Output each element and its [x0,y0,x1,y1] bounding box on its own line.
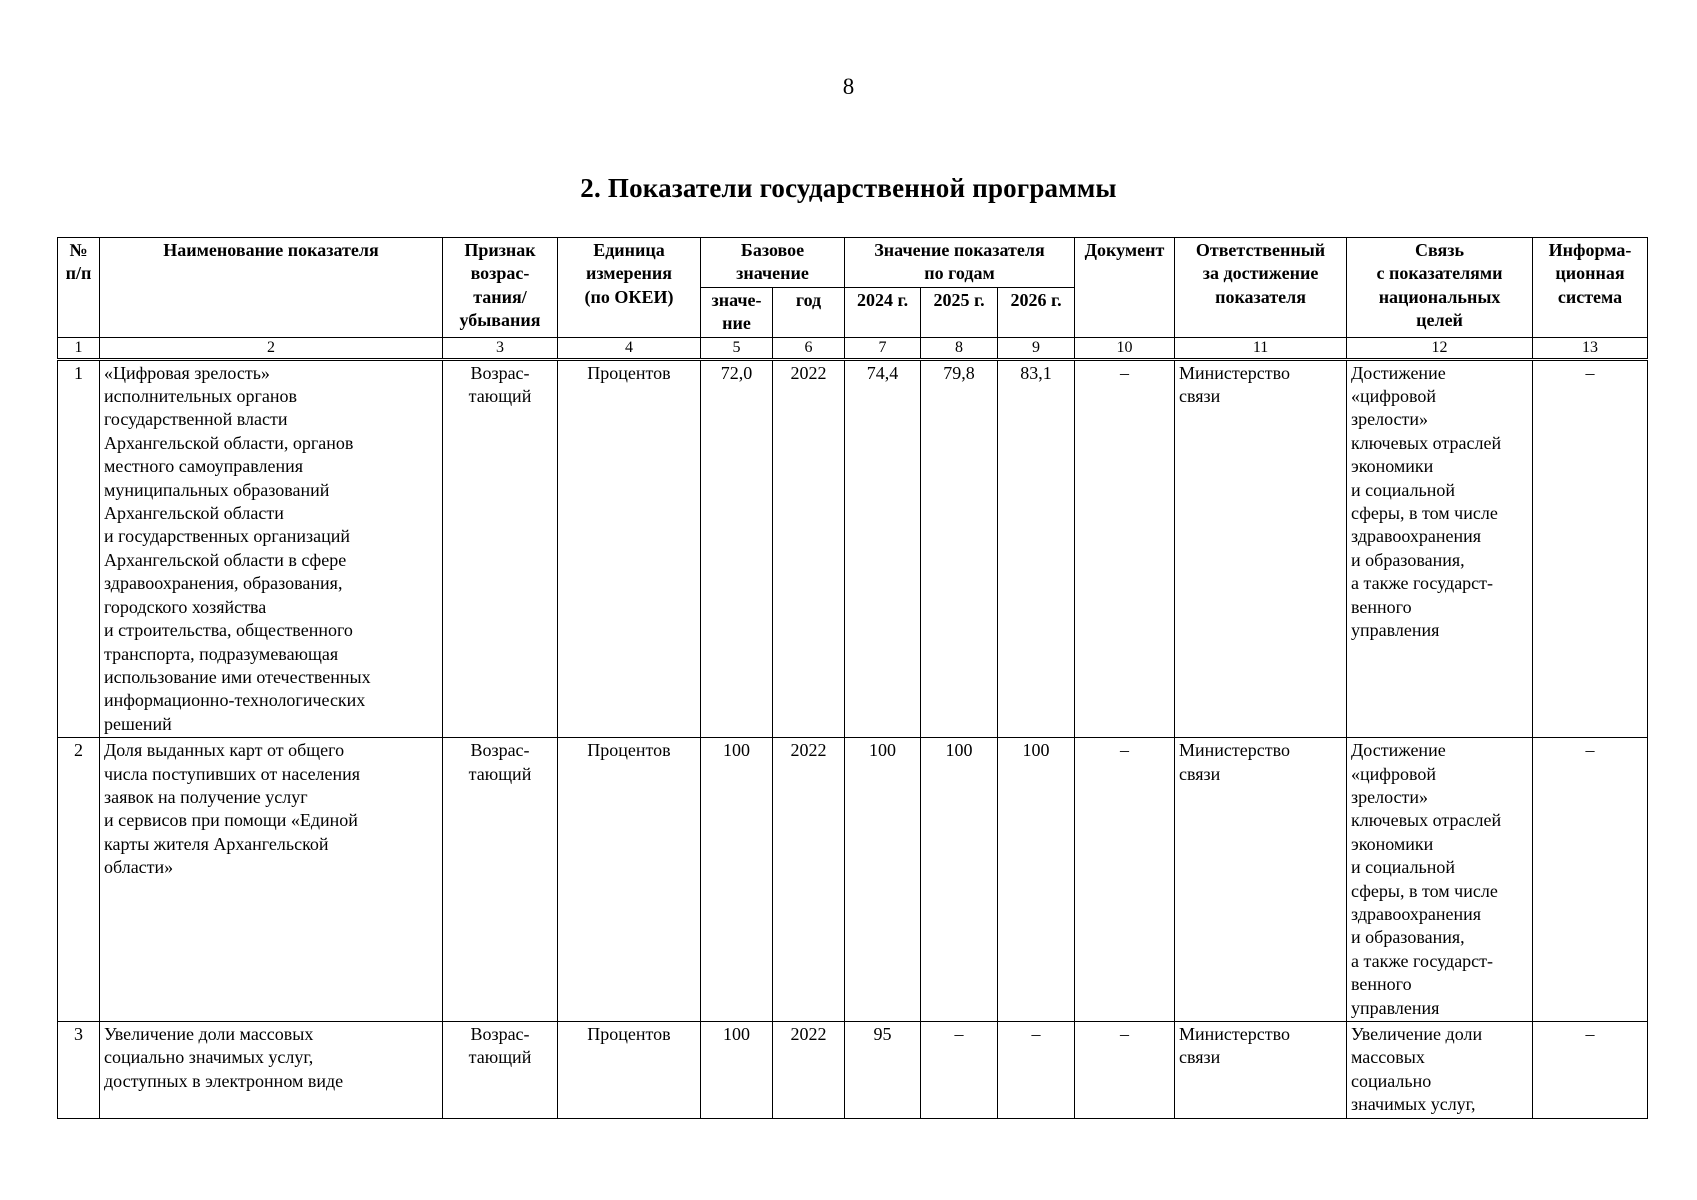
base-value: 72,0 [701,359,773,738]
value-2026: 83,1 [998,359,1075,738]
base-year: 2022 [773,738,845,1022]
unit: Процентов [558,1022,701,1119]
document: – [1075,359,1175,738]
document: – [1075,1022,1175,1119]
header-document: Документ [1075,238,1175,338]
column-number: 7 [845,337,921,359]
growth-sign: Возрас- тающий [443,359,558,738]
base-year: 2022 [773,359,845,738]
growth-sign: Возрас- тающий [443,738,558,1022]
column-number: 5 [701,337,773,359]
value-2025: 100 [921,738,998,1022]
header-base-year: год [773,287,845,337]
value-2024: 74,4 [845,359,921,738]
header-base: Базовое значение [701,238,845,288]
base-value: 100 [701,1022,773,1119]
row-number: 1 [58,359,100,738]
header-2025: 2025 г. [921,287,998,337]
column-number: 11 [1175,337,1347,359]
column-number: 1 [58,337,100,359]
base-value: 100 [701,738,773,1022]
value-2025: – [921,1022,998,1119]
growth-sign: Возрас- тающий [443,1022,558,1119]
header-unit: Единица измерения (по ОКЕИ) [558,238,701,338]
column-number: 6 [773,337,845,359]
value-2025: 79,8 [921,359,998,738]
national-goal-link: Достижение «цифровой зрелости» ключевых отраслей экономики и социальной сферы, в том числе здравоохранения и образования, а также государст- венного управления [1347,738,1533,1022]
responsible: Министерство связи [1175,1022,1347,1119]
indicator-name: Доля выданных карт от общего числа поступивших от населения заявок на получение услуг и сервисов при помощи «Единой карты жителя Архангельской области» [100,738,443,1022]
value-2026: 100 [998,738,1075,1022]
section-title: 2. Показатели государственной программы [580,173,1117,203]
column-number: 4 [558,337,701,359]
document: – [1075,738,1175,1022]
national-goal-link: Достижение «цифровой зрелости» ключевых отраслей экономики и социальной сферы, в том числе здравоохранения и образования, а также государст- венного управления [1347,359,1533,738]
page-number: 8 [842,74,855,99]
responsible: Министерство связи [1175,359,1347,738]
column-number: 9 [998,337,1075,359]
column-number: 13 [1533,337,1648,359]
table-row [58,1022,1648,1119]
header-2026: 2026 г. [998,287,1075,337]
value-2024: 100 [845,738,921,1022]
column-number: 3 [443,337,558,359]
column-number: 2 [100,337,443,359]
value-2026: – [998,1022,1075,1119]
base-year: 2022 [773,1022,845,1119]
header-values-by-year: Значение показателя по годам [845,238,1075,288]
unit: Процентов [558,359,701,738]
row-number: 2 [58,738,100,1022]
national-goal-link: Увеличение доли массовых социально значимых услуг, [1347,1022,1533,1119]
header-info-system: Информа- ционная система [1533,238,1648,338]
indicators-table [57,237,1648,1119]
header-name: Наименование показателя [100,238,443,338]
header-link: Связь с показателями национальных целей [1347,238,1533,338]
row-number: 3 [58,1022,100,1119]
column-number: 10 [1075,337,1175,359]
indicator-name: Увеличение доли массовых социально значимых услуг, доступных в электронном виде [100,1022,443,1119]
info-system: – [1533,1022,1648,1119]
value-2024: 95 [845,1022,921,1119]
table-row [58,359,1648,738]
header-base-value: значе- ние [701,287,773,337]
header-sign: Признак возрас- тания/ убывания [443,238,558,338]
table-row [58,738,1648,1022]
unit: Процентов [558,738,701,1022]
info-system: – [1533,359,1648,738]
header-row-1 [58,238,1648,288]
column-numbers-row [58,337,1648,359]
header-2024: 2024 г. [845,287,921,337]
header-responsible: Ответственный за достижение показателя [1175,238,1347,338]
responsible: Министерство связи [1175,738,1347,1022]
column-number: 12 [1347,337,1533,359]
info-system: – [1533,738,1648,1022]
header-num: № п/п [58,238,100,338]
indicator-name: «Цифровая зрелость» исполнительных органов государственной власти Архангельской области, органов местного самоуправления муниципальных образований Архангельской области и государственных организаций Архангельской области в сфере здравоохранения, образования, городского хозяйства и строительства, общественного транспорта, подразумевающая использование ими отечественных информационно-технологических решений [100,359,443,738]
column-number: 8 [921,337,998,359]
